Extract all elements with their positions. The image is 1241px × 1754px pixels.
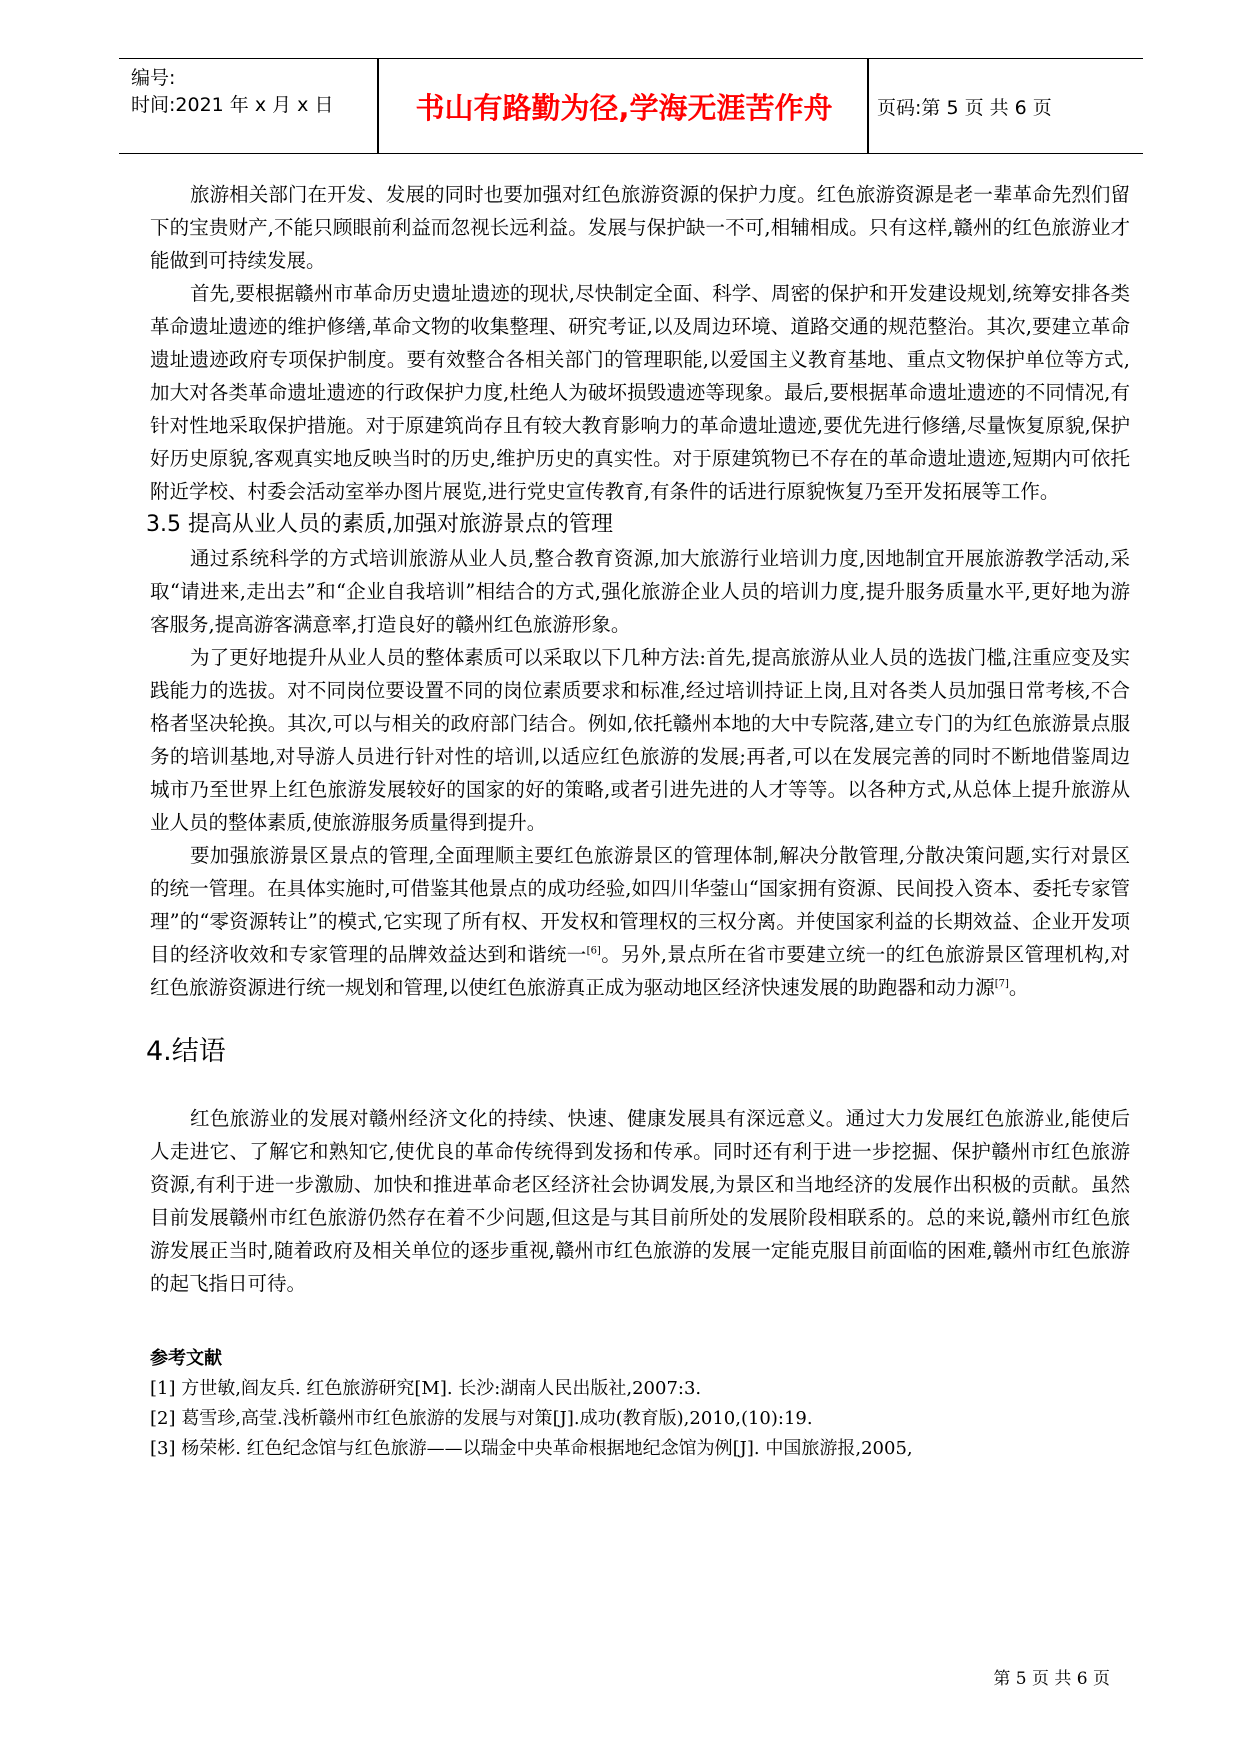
header-motto: 书山有路勤为径,学海无涯苦作舟 (415, 90, 833, 125)
header-number-label: 编号: (131, 67, 176, 89)
paragraph-text: 。 (1008, 976, 1029, 999)
references-title: 参考文献 (150, 1348, 222, 1369)
header-time-label: 时间:2021 年 x 月 x 日 (131, 94, 334, 116)
paragraph: 首先,要根据赣州市革命历史遗址遗迹的现状,尽快制定全面、科学、周密的保护和开发建设规划,统筹安排各类革命遗址遗迹的维护修缮,革命文物的收集整理、研究考证,以及周边环境、道路交通的规范整治。其次,要建立革命遗址遗迹政府专项保护制度。要有效整合各相关部门的管理职能,以爱国主义教育基地、重点文物保护单位等方式,加大对各类革命遗址遗迹的行政保护力度,杜绝人为破坏损毁遗迹等现象。最后,要根据革命遗址遗迹的不同情况,有针对性地采取保护措施。对于原建筑尚存且有较大教育影响力的革命遗址遗迹,要优先进行修缮,尽量恢复原貌,保护好历史原貌,客观真实地反映当时的历史,维护历史的真实性。对于原建筑物已不存在的革命遗址遗迹,短期内可依托附近学校、村委会活动室举办图片展览,进行党史宣传教育,有条件的话进行原貌恢复乃至开发拓展等工作。 (150, 282, 1130, 503)
citation-6: [6] (586, 945, 601, 957)
section-heading-3-5: 3.5 提高从业人员的素质,加强对旅游景点的管理 (146, 512, 613, 537)
paragraph: 通过系统科学的方式培训旅游从业人员,整合教育资源,加大旅游行业培训力度,因地制宜开展旅游教学活动,采取“请进来,走出去”和“企业自我培训”相结合的方式,强化旅游企业人员的培训力度,提升服务质量水平,更好地为游客服务,提高游客满意率,打造良好的赣州红色旅游形象。 (150, 547, 1130, 636)
paragraph (150, 839, 1130, 1004)
header-meta (131, 65, 333, 119)
header-divider (377, 59, 379, 153)
citation-7: [7] (994, 978, 1009, 990)
references (150, 1344, 1130, 1464)
document-body (146, 178, 1130, 1464)
reference-item: [2] 葛雪珍,高莹.浅析赣州市红色旅游的发展与对策[J].成功(教育版),2010,(10):19. (150, 1408, 813, 1429)
page-header (119, 58, 1143, 154)
header-divider (867, 59, 869, 153)
paragraph: 旅游相关部门在开发、发展的同时也要加强对红色旅游资源的保护力度。红色旅游资源是老一辈革命先烈们留下的宝贵财产,不能只顾眼前利益而忽视长远利益。发展与保护缺一不可,相辅相成。只有这样,赣州的红色旅游业才能做到可持续发展。 (150, 183, 1130, 272)
page-footer: 第 5 页 共 6 页 (993, 1669, 1110, 1689)
reference-item: [1] 方世敏,阎友兵. 红色旅游研究[M]. 长沙:湖南人民出版社,2007:3. (150, 1378, 702, 1399)
paragraph: 为了更好地提升从业人员的整体素质可以采取以下几种方法:首先,提高旅游从业人员的选拔门槛,注重应变及实践能力的选拔。对不同岗位要设置不同的岗位素质要求和标准,经过培训持证上岗,且对各类人员加强日常考核,不合格者坚决轮换。其次,可以与相关的政府部门结合。例如,依托赣州本地的大中专院落,建立专门的为红色旅游景点服务的培训基地,对导游人员进行针对性的培训,以适应红色旅游的发展;再者,可以在发展完善的同时不断地借鉴周边城市乃至世界上红色旅游发展较好的国家的好的策略,或者引进先进的人才等等。以各种方式,从总体上提升旅游从业人员的整体素质,使旅游服务质量得到提升。 (150, 646, 1130, 834)
header-page-label: 页码:第 5 页 共 6 页 (877, 96, 1052, 119)
paragraph: 红色旅游业的发展对赣州经济文化的持续、快速、健康发展具有深远意义。通过大力发展红色旅游业,能使后人走进它、了解它和熟知它,使优良的革命传统得到发扬和传承。同时还有利于进一步挖掘、保护赣州市红色旅游资源,有利于进一步激励、加快和推进革命老区经济社会协调发展,为景区和当地经济的发展作出积极的贡献。虽然目前发展赣州市红色旅游仍然存在着不少问题,但这是与其目前所处的发展阶段相联系的。总的来说,赣州市红色旅游发展正当时,随着政府及相关单位的逐步重视,赣州市红色旅游的发展一定能克服目前面临的困难,赣州市红色旅游的起飞指日可待。 (150, 1107, 1130, 1295)
section-heading-conclusion: 4.结语 (146, 1036, 226, 1067)
paragraph-text: 要加强旅游景区景点的管理,全面理顺主要红色旅游景区的管理体制,解决分散管理,分散决策问题,实行对景区的统一管理。在具体实施时,可借鉴其他景点的成功经验,如四川华蓥山“国家拥有资源、民间投入资本、委托专家管理”的“零资源转让”的模式,它实现了所有权、开发权和管理权的三权分离。并使国家利益的长期效益、企业开发项目的经济收效和专家管理的品牌效益达到和谐统一 (150, 844, 1130, 966)
reference-item: [3] 杨荣彬. 红色纪念馆与红色旅游——以瑞金中央革命根据地纪念馆为例[J]. 中国旅游报,2005, (150, 1438, 913, 1459)
paragraph-text: 。另外,景点所在省市要建立统一的红色旅游景区管理机构,对红色旅游资源进行统一规划和管理,以使红色旅游真正成为驱动地区经济快速发展的助跑器和动力源 (150, 943, 1130, 999)
